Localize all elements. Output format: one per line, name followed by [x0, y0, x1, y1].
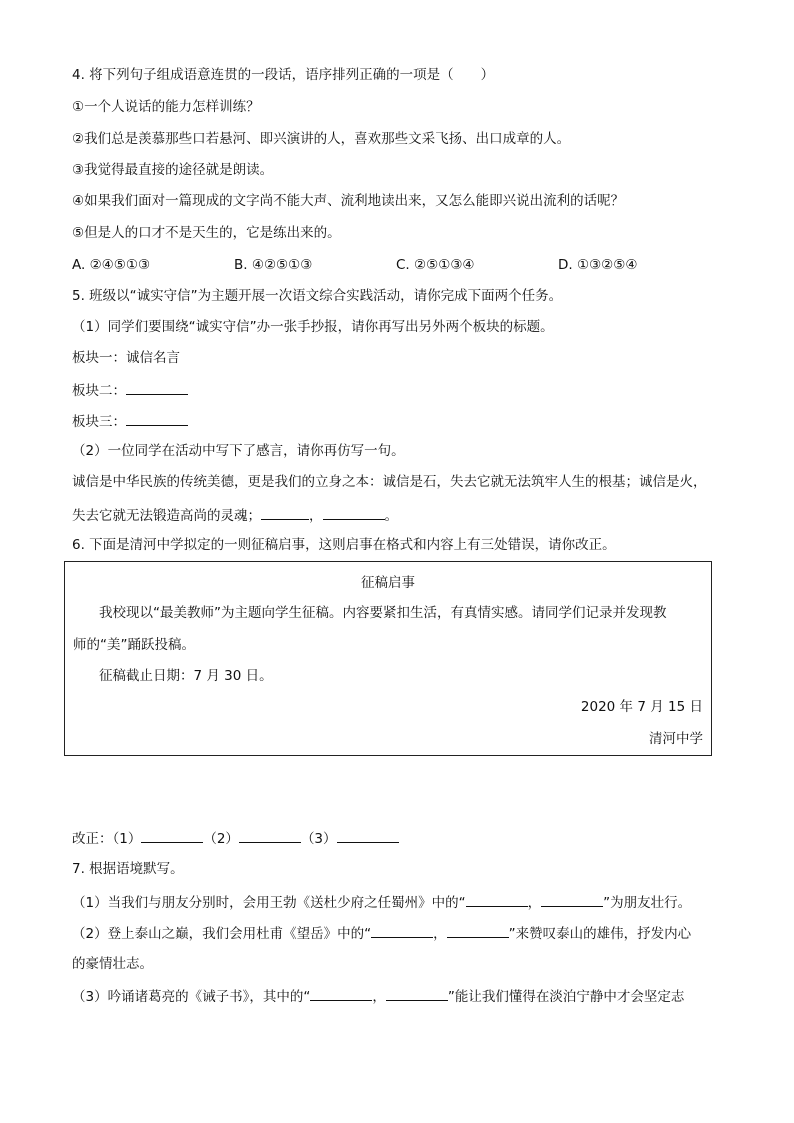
notice-deadline: 征稿截止日期：7 月 30 日。 [99, 668, 273, 684]
q4-option-d: D. ①③②⑤④ [558, 257, 638, 273]
q4-stem: 4. 将下列句子组成语意连贯的一段话，语序排列正确的一项是（ ） [72, 67, 495, 83]
q7-part-2 [72, 923, 691, 943]
q4-sentence-2: ②我们总是羡慕那些口若悬河、即兴演讲的人，喜欢那些文采飞扬、出口成章的人。 [72, 131, 571, 147]
q7-part-1-lead: （1）当我们与朋友分别时，会用王勃《送杜少府之任蜀州》中的“ [72, 895, 466, 911]
q5-block-1: 板块一：诚信名言 [72, 350, 180, 366]
q5-text-line-1: 诚信是中华民族的传统美德，更是我们的立身之本：诚信是石，失去它就无法筑牢人生的根基；诚信是火， [72, 474, 707, 490]
q5-stem: 5. 班级以“诚实守信”为主题开展一次语文综合实践活动，请你完成下面两个任务。 [72, 288, 563, 304]
q4-sentence-4: ④如果我们面对一篇现成的文字尚不能大声、流利地读出来，又怎么能即兴说出流利的话呢？ [72, 193, 625, 209]
q4-option-a: A. ②④⑤①③ [72, 257, 151, 273]
q5-text-line-2 [72, 505, 398, 525]
q7-part-2-lead: （2）登上泰山之巅，我们会用杜甫《望岳》中的“ [72, 926, 372, 942]
q5-comma: ， [309, 508, 323, 524]
q5-block-3-blank[interactable] [126, 411, 188, 426]
q7-part-2-blank-2[interactable] [447, 923, 509, 938]
q6-fix-blank-2[interactable] [239, 828, 301, 843]
q7-part-2-comma: ， [433, 926, 447, 942]
q7-part-3-tail: ”能让我们懂得在淡泊宁静中才会坚定志 [447, 989, 685, 1005]
q6-fix-label-2: （2） [203, 831, 239, 847]
q4-sentence-5: ⑤但是人的口才不是天生的，它是练出来的。 [72, 225, 341, 241]
q7-part-3-blank-2[interactable] [386, 986, 448, 1001]
q6-fix-label-1: 改正：（1） [72, 831, 142, 847]
q5-block-2-blank[interactable] [126, 380, 188, 395]
notice-body-line-1: 我校现以“最美教师”为主题向学生征稿。内容要紧扣生活，有真情实感。请同学们记录并发现教 [99, 605, 667, 621]
q5-period: 。 [384, 508, 398, 524]
q4-sentence-3: ③我觉得最直接的途径就是朗读。 [72, 162, 274, 178]
q5-block-3 [72, 411, 188, 431]
notice-title: 征稿启事 [361, 575, 415, 591]
q5-part-2: （2）一位同学在活动中写下了感言，请你再仿写一句。 [72, 443, 405, 459]
q4-option-b: B. ④②⑤①③ [234, 257, 313, 273]
q7-part-2-blank-1[interactable] [371, 923, 433, 938]
q7-part-1 [72, 892, 691, 912]
q6-stem: 6. 下面是清河中学拟定的一则征稿启事，这则启事在格式和内容上有三处错误，请你改正。 [72, 537, 616, 553]
q5-part-1: （1）同学们要围绕“诚实守信”办一张手抄报，请你再写出另外两个板块的标题。 [72, 319, 554, 335]
q7-part-1-comma: ， [527, 895, 542, 911]
q5-block-2 [72, 380, 188, 400]
q6-fix-blank-1[interactable] [141, 828, 203, 843]
notice-date: 2020 年 7 月 15 日 [580, 699, 703, 715]
q4-option-c: C. ②⑤①③④ [396, 257, 475, 273]
notice-organization: 清河中学 [649, 731, 703, 747]
q5-text-line-2-lead: 失去它就无法锻造高尚的灵魂； [72, 508, 261, 524]
q7-part-3-lead: （3）吟诵诸葛亮的《诫子书》，其中的“ [72, 989, 311, 1005]
notice-body-line-2: 师的“美”踊跃投稿。 [73, 637, 195, 653]
q5-block-2-label: 板块二： [72, 383, 126, 399]
q6-corrections [72, 828, 399, 848]
q6-fix-label-3: （3） [300, 831, 337, 847]
q5-imitate-blank-2[interactable] [323, 505, 385, 520]
q7-part-1-tail: ”为朋友壮行。 [603, 895, 692, 911]
q7-part-1-blank-1[interactable] [466, 892, 528, 907]
q7-part-2-continued: 的豪情壮志。 [72, 956, 153, 972]
q7-part-3 [72, 986, 684, 1006]
q6-fix-blank-3[interactable] [337, 828, 399, 843]
q7-part-2-tail: ”来赞叹泰山的雄伟，抒发内心 [508, 926, 692, 942]
q4-sentence-1: ①一个人说话的能力怎样训练？ [72, 99, 260, 115]
q7-stem: 7. 根据语境默写。 [72, 861, 184, 877]
q7-part-1-blank-2[interactable] [541, 892, 603, 907]
q7-part-3-blank-1[interactable] [310, 986, 372, 1001]
notice-box [64, 561, 712, 756]
q5-imitate-blank-1[interactable] [261, 505, 309, 520]
q7-part-3-comma: ， [372, 989, 386, 1005]
q5-block-3-label: 板块三： [72, 414, 126, 430]
